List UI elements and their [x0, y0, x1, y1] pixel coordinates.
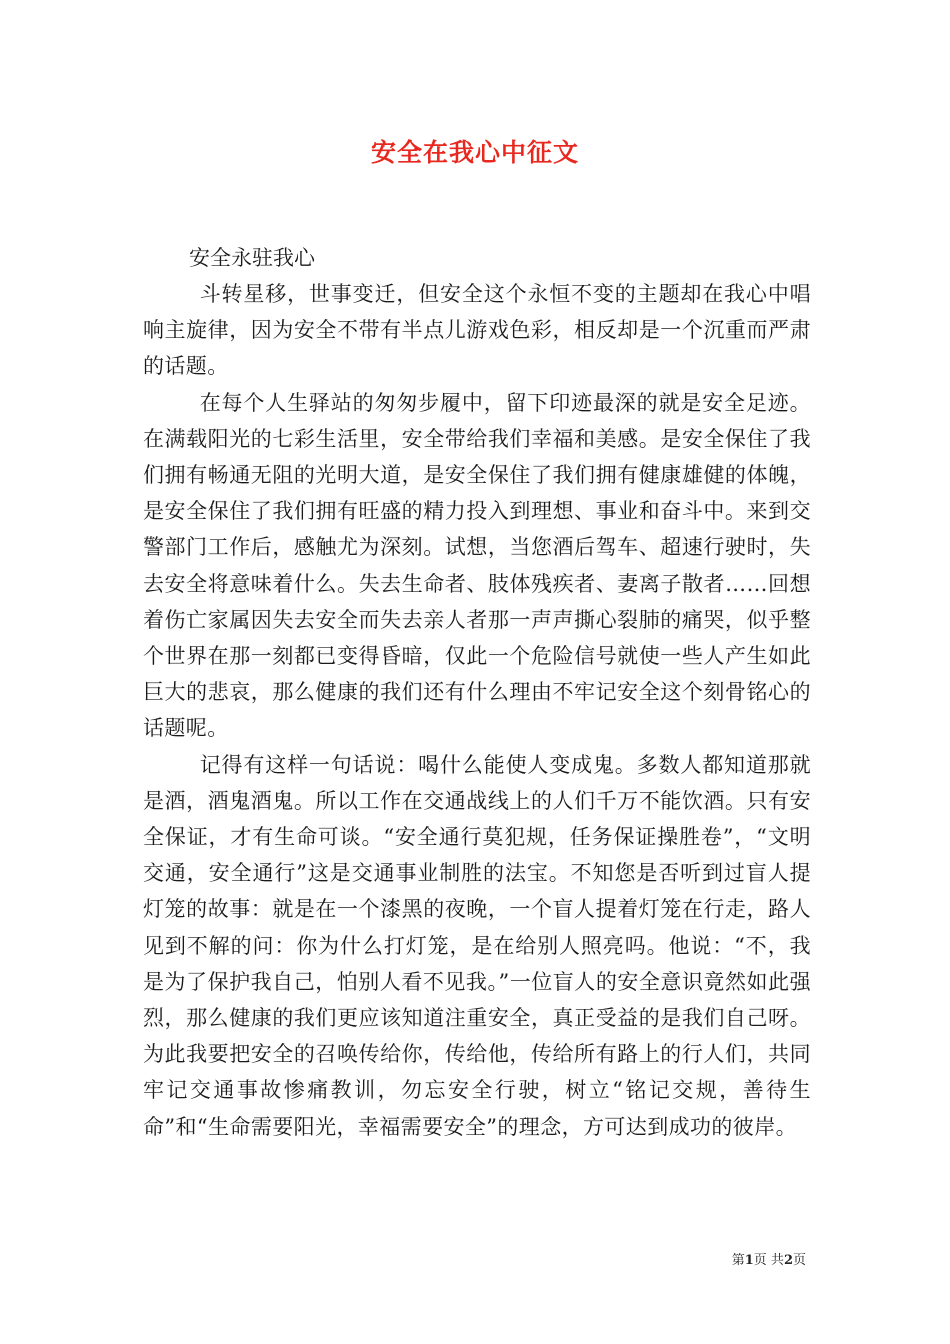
footer-prefix: 第: [731, 1253, 745, 1268]
paragraph-1: 斗转星移，世事变迁，但安全这个永恒不变的主题却在我心中唱响主旋律，因为安全不带有半点儿游戏色彩，相反却是一个沉重而严肃的话题。: [143, 282, 811, 379]
paragraph-2: 在每个人生驿站的匆匆步履中，留下印迹最深的就是安全足迹。在满载阳光的七彩生活里，安全带给我们幸福和美感。是安全保住了我们拥有畅通无阻的光明大道，是安全保住了我们拥有健康雄健的体魄，是安全保住了我们拥有旺盛的精力投入到理想、事业和奋斗中。来到交警部门工作后，感触尤为深刻。试想，当您酒后驾车、超速行驶时，失去安全将意味着什么。失去生命者、肢体残疾者、妻离子散者……回想着伤亡家属因失去安全而失去亲人者那一声声撕心裂肺的痛哭，似乎整个世界在那一刻都已变得昏暗，仅此一个危险信号就使一些人产生如此巨大的悲哀，那么健康的我们还有什么理由不牢记安全这个刻骨铭心的话题呢。: [143, 390, 811, 741]
footer-suffix: 页: [792, 1253, 806, 1268]
paragraph-3: 记得有这样一句话说：喝什么能使人变成鬼。多数人都知道那就是酒，酒鬼酒鬼。所以工作在交通战线上的人们千万不能饮酒。只有安全保证，才有生命可谈。“安全通行莫犯规，任务保证操胜卷”，“文明交通，安全通行”这是交通事业制胜的法宝。不知您是否听到过盲人提灯笼的故事：就是在一个漆黑的夜晚，一个盲人提着灯笼在行走，路人见到不解的问：你为什么打灯笼，是在给别人照亮吗。他说：“不，我是为了保护我自己，怕别人看不见我。”一位盲人的安全意识竟然如此强烈，那么健康的我们更应该知道注重安全，真正受益的是我们自己呀。为此我要把安全的召唤传给你，传给他，传给所有路上的行人们，共同牢记交通事故惨痛教训，勿忘安全行驶，树立“铭记交规，善待生命”和“生命需要阳光，幸福需要安全”的理念，方可达到成功的彼岸。: [143, 752, 811, 1139]
document-title: 安全在我心中征文: [370, 138, 579, 167]
document-subtitle: 安全永驻我心: [189, 246, 315, 270]
footer-middle: 页 共: [753, 1253, 784, 1268]
document-body: [143, 240, 811, 1145]
footer-total-pages: 2: [783, 1253, 793, 1268]
footer-current-page: 1: [744, 1253, 754, 1268]
page-footer: [732, 1249, 806, 1268]
